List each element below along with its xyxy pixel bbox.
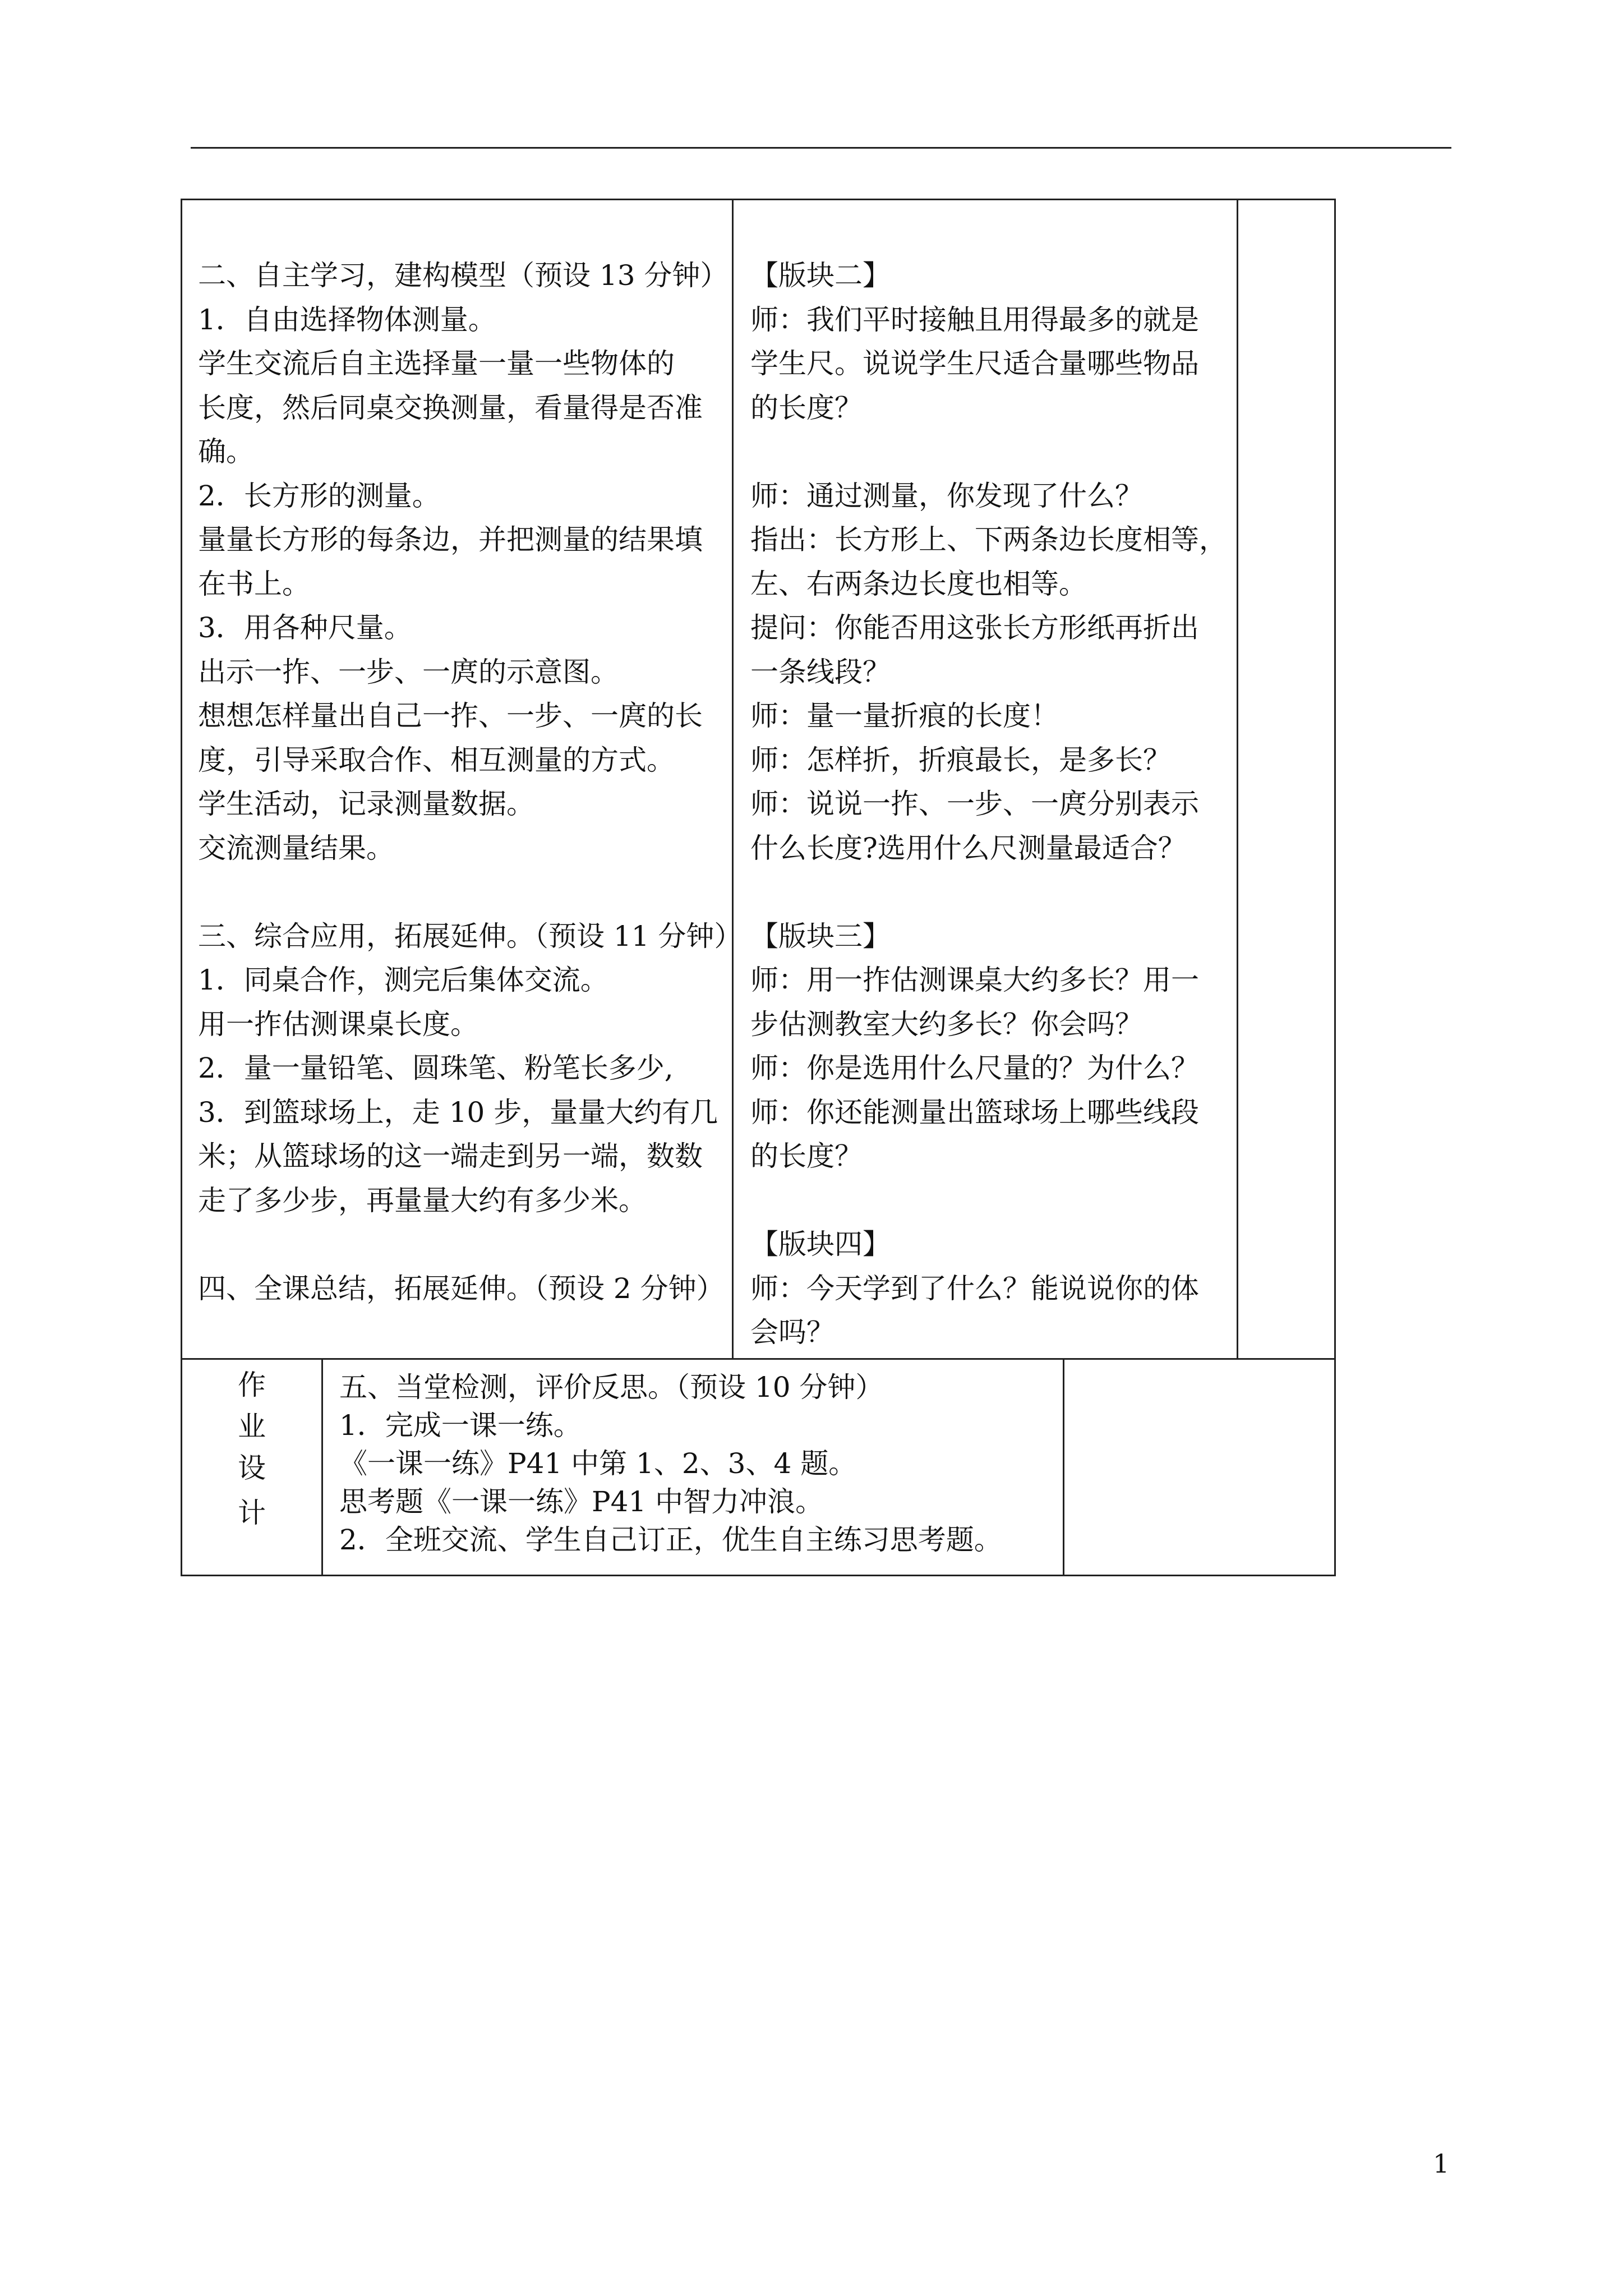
text-line: 的长度？ [750,1140,863,1172]
text-line: 师：怎样折，折痕最长，是多长？ [750,743,1171,776]
text-line: 师：用一拃估测课桌大约多长？用一 [750,964,1199,996]
text-line: 师：量一量折痕的长度！ [750,700,1059,732]
lesson-table [181,199,1336,1360]
column-divider [1063,1358,1064,1575]
text-line: 四、全课总结，拓展延伸。（预设 2 分钟） [198,1272,725,1305]
homework-line: 1．完成一课一练。 [339,1409,582,1442]
text-line: 走了多少步，再量量大约有多少米。 [198,1184,647,1217]
text-line: 2．长方形的测量。 [198,479,440,512]
text-line: 用一拃估测课桌长度。 [198,1007,478,1041]
text-line: 长度，然后同桌交换测量，看量得是否准 [198,391,703,424]
text-line: 二、自主学习，建构模型（预设 13 分钟） [198,259,728,292]
text-line: 1．自由选择物体测量。 [198,303,496,336]
homework-label [182,1358,321,1575]
text-line: 师：说说一拃、一步、一庹分别表示 [750,788,1199,820]
text-line: 提问：你能否用这张长方形纸再折出 [750,611,1199,644]
text-line: 1．同桌合作，测完后集体交流。 [198,964,608,996]
text-line: 想想怎样量出自己一拃、一步、一庹的长 [198,700,703,732]
text-line [750,1179,1233,1223]
page-number: 1 [1433,2148,1450,2179]
text-line: 在书上。 [198,567,310,600]
homework-content [339,1368,1002,1559]
teacher-guidance-column [750,254,1233,1355]
homework-table [181,1358,1336,1576]
text-line [750,870,1233,914]
homework-line: 2．全班交流、学生自己订正，优生自主练习思考题。 [339,1524,1002,1556]
text-line: 师：通过测量，你发现了什么？ [750,479,1143,512]
column-divider [321,1358,323,1575]
homework-line: 思考题《一课一练》P41 中智力冲浪。 [339,1485,824,1518]
text-line: 左、右两条边长度也相等。 [750,567,1087,600]
text-line: 指出：长方形上、下两条边长度相等， [750,523,1227,556]
homework-line: 《一课一练》P41 中第 1、2、3、4 题。 [339,1447,857,1480]
text-line: 出示一拃、一步、一庹的示意图。 [198,655,619,688]
text-line: 度，引导采取合作、相互测量的方式。 [198,743,675,776]
text-line: 学生活动，记录测量数据。 [198,788,534,820]
text-line: 师：你是选用什么尺量的？为什么？ [750,1052,1199,1084]
homework-label-char: 设 [238,1452,266,1484]
column-divider [1237,200,1238,1358]
text-line: 学生尺。说说学生尺适合量哪些物品 [750,347,1199,380]
text-line: 师：你还能测量出篮球场上哪些线段 [750,1096,1199,1129]
text-line: 学生交流后自主选择量一量一些物体的 [198,347,675,380]
text-line: 2．量一量铅笔、圆珠笔、粉笔长多少, [198,1052,674,1084]
text-line: 【版块三】 [750,919,891,953]
text-line: 量量长方形的每条边，并把测量的结果填 [198,523,703,556]
text-line: 什么长度?选用什么尺测量最适合？ [750,831,1186,864]
homework-line: 五、当堂检测，评价反思。（预设 10 分钟） [339,1371,884,1404]
text-line: 三、综合应用，拓展延伸。（预设 11 分钟） [198,919,743,953]
text-line: 3．用各种尺量。 [198,611,412,644]
text-line: 一条线段？ [750,655,891,688]
text-line: 米；从篮球场的这一端走到另一端，数数 [198,1140,703,1172]
text-line: 的长度？ [750,391,863,424]
text-line: 交流测量结果。 [198,831,394,864]
homework-label-char: 作 [238,1369,266,1401]
text-line: 师：今天学到了什么？能说说你的体 [750,1272,1199,1305]
text-line [750,430,1233,474]
text-line: 确。 [198,435,254,468]
text-line: 【版块二】 [750,259,891,292]
text-line: 【版块四】 [750,1228,891,1260]
text-line: 步估测教室大约多长？你会吗？ [750,1007,1143,1041]
homework-label-char: 计 [238,1497,266,1529]
text-line: 会吗？ [750,1316,834,1349]
header-rule [191,147,1451,149]
text-line: 师：我们平时接触且用得最多的就是 [750,303,1199,336]
text-line: 3．到篮球场上，走 10 步，量量大约有几 [198,1096,718,1129]
homework-label-char: 业 [238,1410,266,1443]
